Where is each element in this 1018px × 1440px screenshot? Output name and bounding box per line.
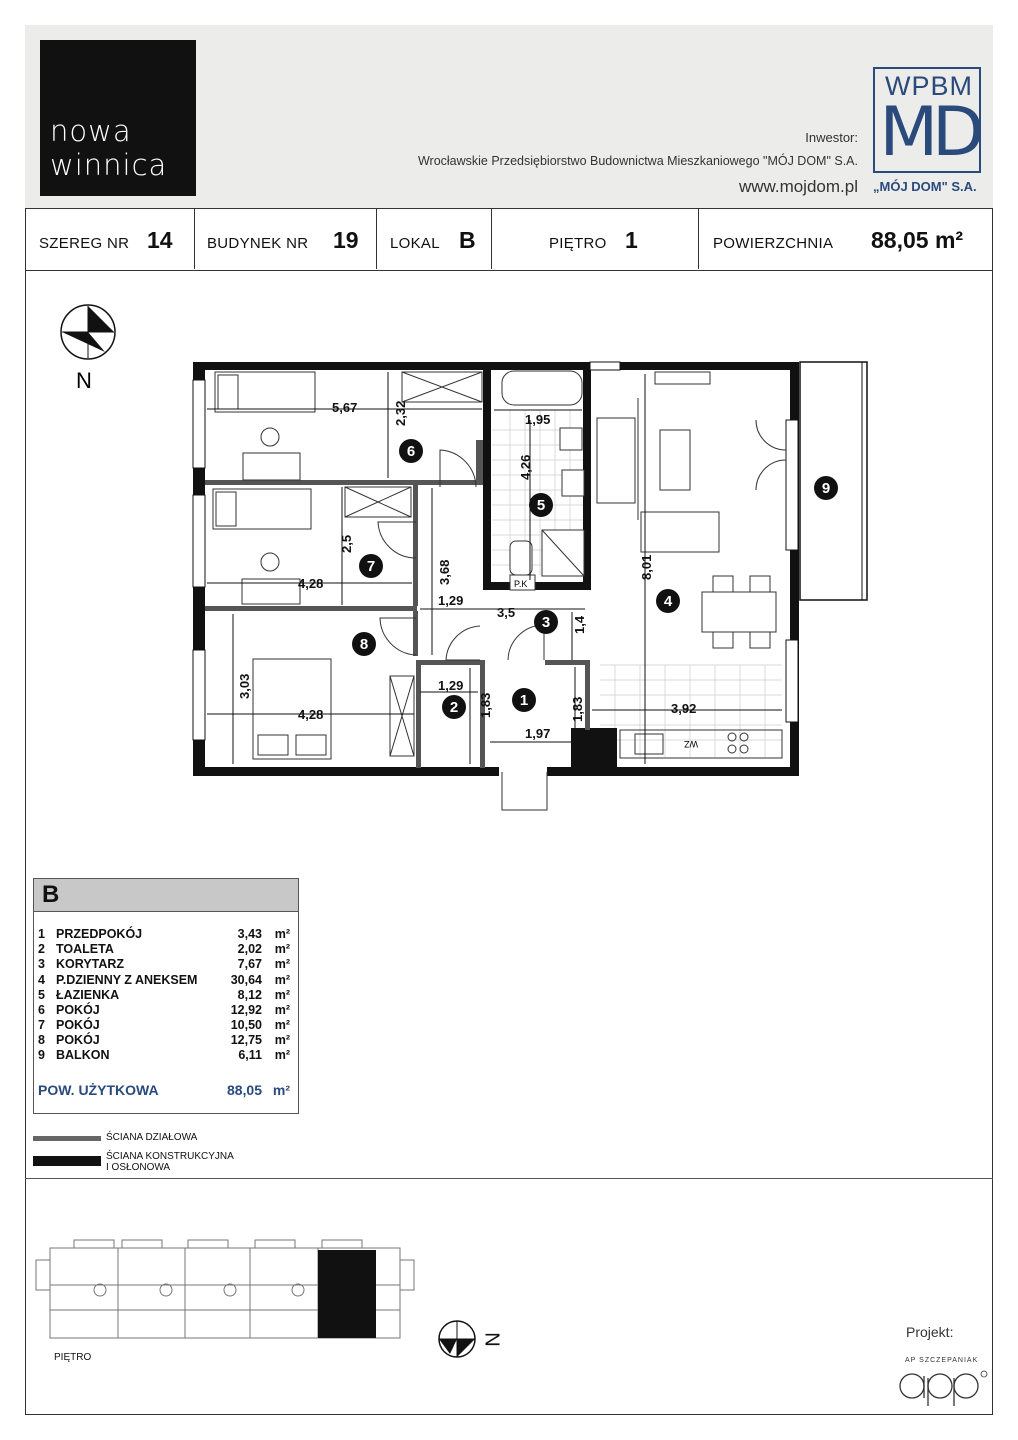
dim-room6-width: 5,67 (332, 400, 358, 415)
area-value: 88,05 m² (871, 227, 964, 253)
room-unit: m² (274, 988, 290, 1002)
partition-wall-label: ŚCIANA DZIAŁOWA (106, 1132, 198, 1143)
room-name: POKÓJ (56, 1033, 100, 1047)
row-cell (25, 209, 195, 269)
wpbm-logo-box (873, 67, 981, 173)
room-unit: m² (274, 1033, 290, 1047)
footer-divider (25, 1178, 993, 1179)
key-plan-north-icon (436, 1318, 480, 1362)
legend-row (38, 973, 290, 988)
room-area: 3,43 (237, 927, 262, 941)
room-unit: m² (274, 957, 290, 971)
room-name: BALKON (56, 1048, 110, 1062)
wpbm-logo-top: WPBM (885, 71, 973, 101)
key-plan-north-label: N (480, 1332, 503, 1347)
structural-wall-label-1: ŚCIANA KONSTRUKCYJNA (106, 1151, 234, 1162)
room-marker-7: 7 (366, 558, 376, 575)
dim-corridor-width2: 3,5 (497, 605, 516, 620)
room-marker-6: 6 (406, 443, 416, 460)
room-marker-5: 5 (536, 497, 546, 514)
unit-label: LOKAL (390, 235, 440, 252)
structural-wall-label-2: I OSŁONOWA (106, 1162, 171, 1173)
legend-row (38, 1033, 290, 1048)
room-marker-3: 3 (541, 614, 551, 631)
legend-row (38, 957, 290, 972)
legend-row (38, 1018, 290, 1033)
row-label: SZEREG NR (39, 235, 130, 252)
room-marker-2: 2 (449, 699, 459, 716)
dim-hall-height: 1,83 (570, 696, 585, 722)
floor-plan (0, 271, 1018, 831)
logo-line2: winnica (50, 148, 168, 182)
dim-bath-height: 4,26 (518, 454, 533, 480)
dim-room8-width: 4,28 (298, 707, 324, 722)
room-name: POKÓJ (56, 1018, 100, 1032)
key-plan-highlight (318, 1250, 376, 1338)
room-area: 10,50 (230, 1018, 262, 1032)
total-unit: m² (272, 1082, 290, 1098)
building-label: BUDYNEK NR (207, 235, 309, 252)
room-no: 9 (38, 1048, 45, 1062)
room-area: 2,02 (237, 942, 262, 956)
nowa-winnica-logo (40, 40, 196, 196)
key-plan (30, 1230, 420, 1370)
room-no: 7 (38, 1018, 45, 1032)
project-label: Projekt: (906, 1324, 954, 1340)
building-cell (195, 209, 377, 269)
legend-unit: B (42, 881, 60, 908)
room-name: KORYTARZ (56, 957, 125, 971)
room-name: TOALETA (56, 942, 114, 956)
room-no: 5 (38, 988, 45, 1002)
dim-kitchen-width: 3,92 (671, 701, 697, 716)
room-unit: m² (274, 1048, 290, 1062)
dim-room7-height: 2,5 (339, 534, 354, 553)
room-area: 6,11 (238, 1048, 262, 1062)
room6-furniture (215, 372, 482, 480)
room-area: 30,64 (230, 973, 262, 987)
bathroom-fixtures (502, 371, 584, 590)
dim-room6-height: 2,32 (393, 400, 408, 426)
north-label: N (76, 368, 92, 393)
room-unit: m² (274, 973, 290, 987)
room-no: 2 (38, 942, 45, 956)
room-unit: m² (274, 927, 290, 941)
room-unit: m² (274, 1018, 290, 1032)
dim-living-height: 8,01 (639, 554, 654, 580)
dim-hall-width: 1,97 (525, 726, 551, 741)
row-value: 14 (147, 227, 173, 253)
dim-corridor-width1: 1,29 (438, 593, 464, 608)
room-name: PRZEDPOKÓJ (56, 927, 143, 941)
dim-corridor-height: 3,68 (437, 559, 452, 585)
room-no: 3 (38, 957, 45, 971)
project-firm: AP SZCZEPANIAK (905, 1357, 979, 1364)
floor-cell (492, 209, 699, 269)
wpbm-logo-sub: „MÓJ DOM" S.A. (873, 179, 977, 194)
investor-label: Inwestor: (805, 130, 858, 145)
area-cell (699, 209, 993, 269)
key-plan-floor-label: PIĘTRO (54, 1352, 92, 1363)
room-area: 12,92 (230, 1003, 262, 1017)
room-marker-4: 4 (663, 593, 673, 610)
north-arrow-icon (61, 305, 115, 359)
room-marker-9: 9 (821, 480, 831, 497)
total-label: POW. UŻYTKOWA (38, 1082, 159, 1098)
windows (193, 362, 798, 740)
wpbm-logo-mark: MD (879, 93, 979, 172)
legend-total-row (38, 1082, 290, 1097)
legend-row (38, 927, 290, 942)
structural-wall-swatch (33, 1156, 101, 1166)
wpbm-logo (873, 67, 983, 194)
room-no: 6 (38, 1003, 45, 1017)
room-name: ŁAZIENKA (56, 988, 120, 1002)
total-value: 88,05 (226, 1082, 262, 1098)
room-name: P.DZIENNY Z ANEKSEM (56, 973, 198, 987)
dim-room8-height: 3,03 (237, 673, 252, 699)
unit-cell (377, 209, 492, 269)
room-marker-8: 8 (359, 636, 369, 653)
floor-value: 1 (625, 227, 638, 253)
area-label: POWIERZCHNIA (713, 235, 834, 252)
room-area: 12,75 (230, 1033, 262, 1047)
investor-name: Wrocławskie Przedsiębiorstwo Budownictwa Mieszkaniowego "MÓJ DOM" S.A. (417, 154, 858, 168)
room-unit: m² (274, 942, 290, 956)
dim-wc-height: 1,83 (478, 692, 493, 718)
room-no: 8 (38, 1033, 45, 1047)
unit-value: B (459, 227, 476, 253)
partition-wall-swatch (33, 1136, 101, 1141)
room-no: 1 (38, 927, 45, 941)
room-unit: m² (274, 1003, 290, 1017)
room-legend (33, 878, 299, 1114)
dim-corridor-height2: 1,4 (572, 615, 587, 634)
logo-line1: nowa (50, 114, 132, 148)
dim-room7-width: 4,28 (298, 576, 324, 591)
room-area: 8,12 (237, 988, 262, 1002)
legend-row (38, 942, 290, 957)
legend-row (38, 988, 290, 1003)
room-marker-1: 1 (519, 692, 529, 709)
legend-row (38, 1003, 290, 1018)
floor-label: PIĘTRO (549, 235, 607, 252)
unit-info-bar (25, 209, 993, 271)
room-area: 7,67 (237, 957, 262, 971)
fixture-wz: WZ (684, 739, 698, 749)
room-name: POKÓJ (56, 1003, 100, 1017)
building-value: 19 (333, 227, 359, 253)
legend-header (34, 879, 298, 912)
ap-logo (896, 1366, 992, 1410)
dim-wc-width: 1,29 (438, 678, 464, 693)
room8-furniture (253, 659, 414, 759)
investor-url[interactable]: www.mojdom.pl (738, 177, 858, 196)
dim-bath-width: 1,95 (525, 412, 551, 427)
fixture-pk: P.K (514, 579, 528, 589)
legend-row (38, 1048, 290, 1063)
room-no: 4 (38, 973, 45, 987)
